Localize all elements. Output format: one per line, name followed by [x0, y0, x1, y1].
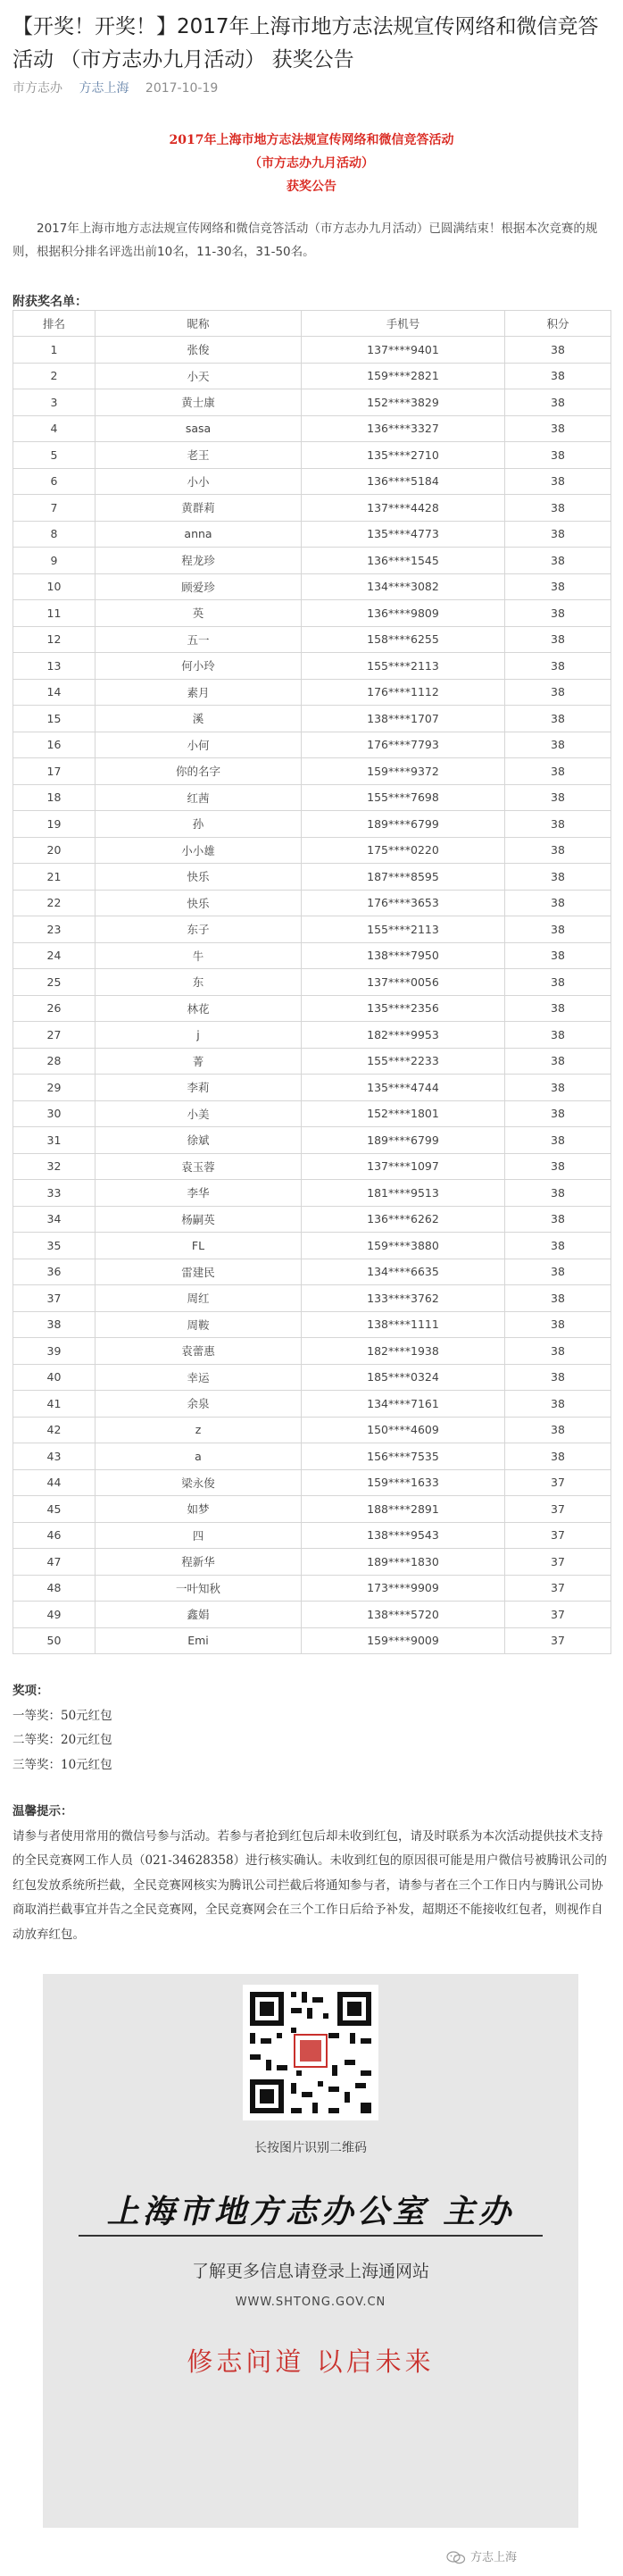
- cell-rank: 13: [13, 653, 96, 680]
- wechat-icon: [446, 2551, 466, 2564]
- prize-second: 二等奖：20元红包: [12, 1733, 112, 1747]
- cell-nickname: Emi: [96, 1627, 302, 1654]
- table-row: [13, 1285, 611, 1312]
- cell-rank: 2: [13, 363, 96, 389]
- cell-score: 38: [505, 1364, 611, 1391]
- cell-rank: 5: [13, 442, 96, 469]
- cell-phone: 136****5184: [302, 468, 505, 495]
- cell-score: 38: [505, 1153, 611, 1180]
- cell-phone: 135****4773: [302, 521, 505, 548]
- cell-rank: 3: [13, 389, 96, 416]
- cell-phone: 159****1633: [302, 1469, 505, 1496]
- cell-score: 38: [505, 969, 611, 996]
- table-row: [13, 1311, 611, 1338]
- cell-rank: 48: [13, 1575, 96, 1602]
- cell-rank: 30: [13, 1100, 96, 1127]
- cell-score: 38: [505, 1285, 611, 1312]
- source-watermark: [446, 2547, 517, 2564]
- cell-score: 38: [505, 653, 611, 680]
- account-link[interactable]: 方志上海: [79, 81, 129, 96]
- cell-score: 38: [505, 468, 611, 495]
- table-row: [13, 864, 611, 891]
- cell-rank: 47: [13, 1549, 96, 1576]
- table-row: [13, 732, 611, 758]
- table-row: [13, 337, 611, 364]
- cell-score: 38: [505, 864, 611, 891]
- table-row: [13, 1127, 611, 1154]
- cell-rank: 4: [13, 415, 96, 442]
- poster-slogan: 修志问道 以启未来: [187, 2346, 435, 2377]
- table-row: [13, 1259, 611, 1285]
- cell-rank: 8: [13, 521, 96, 548]
- cell-rank: 12: [13, 626, 96, 653]
- prizes-title: 奖项：: [12, 1684, 49, 1698]
- table-row: [13, 573, 611, 600]
- cell-phone: 152****1801: [302, 1100, 505, 1127]
- cell-nickname: 袁玉蓉: [96, 1153, 302, 1180]
- cell-score: 38: [505, 415, 611, 442]
- cell-rank: 44: [13, 1469, 96, 1496]
- cell-phone: 175****0220: [302, 837, 505, 864]
- cell-nickname: 小美: [96, 1100, 302, 1127]
- notice-heading-award: 获奖公告: [287, 180, 336, 194]
- cell-rank: 32: [13, 1153, 96, 1180]
- cell-score: 38: [505, 837, 611, 864]
- cell-nickname: 鑫娟: [96, 1602, 302, 1628]
- cell-phone: 138****5720: [302, 1602, 505, 1628]
- cell-score: 37: [505, 1627, 611, 1654]
- cell-nickname: 幸运: [96, 1364, 302, 1391]
- cell-rank: 49: [13, 1602, 96, 1628]
- cell-rank: 7: [13, 495, 96, 522]
- cell-phone: 136****9809: [302, 600, 505, 627]
- cell-score: 38: [505, 732, 611, 758]
- cell-nickname: 余泉: [96, 1391, 302, 1418]
- cell-rank: 11: [13, 600, 96, 627]
- table-row: [13, 548, 611, 574]
- cell-rank: 25: [13, 969, 96, 996]
- cell-score: 38: [505, 1338, 611, 1365]
- cell-nickname: sasa: [96, 415, 302, 442]
- cell-score: 38: [505, 1391, 611, 1418]
- cell-rank: 36: [13, 1259, 96, 1285]
- cell-phone: 155****2113: [302, 916, 505, 943]
- table-row: [13, 784, 611, 811]
- cell-rank: 41: [13, 1391, 96, 1418]
- cell-score: 38: [505, 942, 611, 969]
- cell-nickname: 如梦: [96, 1496, 302, 1523]
- table-row: [13, 626, 611, 653]
- promo-poster[interactable]: [43, 1974, 578, 2528]
- cell-nickname: 一叶知秋: [96, 1575, 302, 1602]
- cell-score: 38: [505, 811, 611, 838]
- cell-nickname: 快乐: [96, 864, 302, 891]
- cell-score: 37: [505, 1549, 611, 1576]
- cell-score: 38: [505, 1075, 611, 1101]
- cell-phone: 135****2356: [302, 995, 505, 1022]
- cell-score: 38: [505, 1443, 611, 1470]
- cell-rank: 43: [13, 1443, 96, 1470]
- cell-phone: 155****7698: [302, 784, 505, 811]
- table-row: [13, 1627, 611, 1654]
- cell-phone: 136****6262: [302, 1206, 505, 1233]
- table-row: [13, 468, 611, 495]
- article-meta: [12, 79, 230, 96]
- cell-rank: 26: [13, 995, 96, 1022]
- more-info-text: 了解更多信息请登录上海通网站: [191, 2262, 429, 2281]
- article-title: 【开奖！开奖！】2017年上海市地方志法规宣传网络和微信竞答活动 （市方志办九月活动） 获奖公告: [12, 15, 599, 71]
- column-header-score: 积分: [505, 311, 611, 337]
- article-author: 市方志办: [12, 81, 62, 96]
- cell-nickname: a: [96, 1443, 302, 1470]
- cell-nickname: anna: [96, 521, 302, 548]
- cell-phone: 187****8595: [302, 864, 505, 891]
- cell-score: 38: [505, 337, 611, 364]
- cell-score: 38: [505, 573, 611, 600]
- table-row: [13, 1206, 611, 1233]
- cell-score: 38: [505, 995, 611, 1022]
- cell-phone: 150****4609: [302, 1417, 505, 1443]
- article-date: 2017-10-19: [145, 81, 219, 96]
- cell-score: 38: [505, 1417, 611, 1443]
- cell-score: 38: [505, 363, 611, 389]
- cell-rank: 16: [13, 732, 96, 758]
- table-row: [13, 495, 611, 522]
- cell-rank: 17: [13, 758, 96, 785]
- winners-table: [12, 310, 611, 1654]
- table-header-row: [13, 311, 611, 337]
- cell-score: 37: [505, 1522, 611, 1549]
- table-row: [13, 1391, 611, 1418]
- cell-phone: 135****4744: [302, 1075, 505, 1101]
- cell-rank: 35: [13, 1233, 96, 1259]
- cell-score: 38: [505, 442, 611, 469]
- cell-phone: 159****9009: [302, 1627, 505, 1654]
- cell-nickname: 何小玲: [96, 653, 302, 680]
- cell-rank: 45: [13, 1496, 96, 1523]
- cell-phone: 176****1112: [302, 679, 505, 706]
- cell-phone: 137****0056: [302, 969, 505, 996]
- table-row: [13, 811, 611, 838]
- table-row: [13, 1575, 611, 1602]
- cell-phone: 159****9372: [302, 758, 505, 785]
- table-row: [13, 653, 611, 680]
- table-row: [13, 1469, 611, 1496]
- cell-nickname: 五一: [96, 626, 302, 653]
- table-row: [13, 363, 611, 389]
- cell-nickname: 老王: [96, 442, 302, 469]
- cell-rank: 33: [13, 1180, 96, 1207]
- table-row: [13, 995, 611, 1022]
- table-row: [13, 916, 611, 943]
- cell-nickname: 红茜: [96, 784, 302, 811]
- cell-nickname: 黄士康: [96, 389, 302, 416]
- table-row: [13, 1022, 611, 1049]
- cell-score: 38: [505, 548, 611, 574]
- cell-nickname: 周红: [96, 1285, 302, 1312]
- column-header-phone: 手机号: [302, 311, 505, 337]
- cell-nickname: 顾爱珍: [96, 573, 302, 600]
- cell-phone: 138****7950: [302, 942, 505, 969]
- tips-title: 温馨提示：: [12, 1804, 73, 1819]
- cell-score: 38: [505, 890, 611, 916]
- cell-rank: 1: [13, 337, 96, 364]
- table-row: [13, 1443, 611, 1470]
- cell-nickname: 小何: [96, 732, 302, 758]
- cell-phone: 189****1830: [302, 1549, 505, 1576]
- cell-score: 38: [505, 1048, 611, 1075]
- column-header-rank: 排名: [13, 311, 96, 337]
- table-row: [13, 521, 611, 548]
- cell-nickname: FL: [96, 1233, 302, 1259]
- cell-nickname: 周鞍: [96, 1311, 302, 1338]
- cell-rank: 40: [13, 1364, 96, 1391]
- cell-phone: 156****7535: [302, 1443, 505, 1470]
- cell-nickname: 李华: [96, 1180, 302, 1207]
- table-row: [13, 837, 611, 864]
- cell-rank: 9: [13, 548, 96, 574]
- cell-score: 37: [505, 1602, 611, 1628]
- cell-phone: 155****2233: [302, 1048, 505, 1075]
- cell-score: 38: [505, 784, 611, 811]
- website-url[interactable]: WWW.SHTONG.GOV.CN: [235, 2296, 386, 2309]
- cell-rank: 19: [13, 811, 96, 838]
- cell-phone: 135****2710: [302, 442, 505, 469]
- cell-nickname: 张俊: [96, 337, 302, 364]
- cell-rank: 37: [13, 1285, 96, 1312]
- poster-divider: [79, 2235, 543, 2237]
- cell-nickname: 杨嗣英: [96, 1206, 302, 1233]
- table-row: [13, 1100, 611, 1127]
- cell-phone: 136****3327: [302, 415, 505, 442]
- table-row: [13, 1338, 611, 1365]
- cell-nickname: 梁永俊: [96, 1469, 302, 1496]
- cell-score: 38: [505, 1206, 611, 1233]
- cell-phone: 185****0324: [302, 1364, 505, 1391]
- table-row: [13, 600, 611, 627]
- cell-score: 38: [505, 706, 611, 732]
- qr-code-icon[interactable]: [243, 1985, 378, 2120]
- cell-phone: 133****3762: [302, 1285, 505, 1312]
- cell-phone: 176****3653: [302, 890, 505, 916]
- cell-rank: 50: [13, 1627, 96, 1654]
- cell-rank: 6: [13, 468, 96, 495]
- cell-nickname: 溪: [96, 706, 302, 732]
- cell-phone: 138****9543: [302, 1522, 505, 1549]
- table-row: [13, 1180, 611, 1207]
- cell-nickname: 小小雄: [96, 837, 302, 864]
- cell-nickname: 徐斌: [96, 1127, 302, 1154]
- cell-score: 38: [505, 1259, 611, 1285]
- cell-score: 38: [505, 758, 611, 785]
- table-row: [13, 1364, 611, 1391]
- table-row: [13, 969, 611, 996]
- cell-rank: 14: [13, 679, 96, 706]
- cell-nickname: 牛: [96, 942, 302, 969]
- cell-rank: 22: [13, 890, 96, 916]
- table-row: [13, 1549, 611, 1576]
- cell-score: 37: [505, 1575, 611, 1602]
- column-header-nickname: 昵称: [96, 311, 302, 337]
- cell-phone: 134****3082: [302, 573, 505, 600]
- cell-score: 38: [505, 521, 611, 548]
- cell-score: 37: [505, 1496, 611, 1523]
- prize-third: 三等奖：10元红包: [12, 1757, 112, 1772]
- cell-phone: 137****1097: [302, 1153, 505, 1180]
- prizes-section: [12, 1679, 112, 1777]
- cell-phone: 181****9513: [302, 1180, 505, 1207]
- cell-score: 38: [505, 1022, 611, 1049]
- cell-rank: 15: [13, 706, 96, 732]
- cell-rank: 20: [13, 837, 96, 864]
- tips-section: [12, 1800, 612, 1947]
- table-row: [13, 706, 611, 732]
- cell-rank: 18: [13, 784, 96, 811]
- table-row: [13, 1153, 611, 1180]
- cell-nickname: 程龙珍: [96, 548, 302, 574]
- table-row: [13, 1233, 611, 1259]
- cell-phone: 159****3880: [302, 1233, 505, 1259]
- cell-rank: 27: [13, 1022, 96, 1049]
- cell-nickname: 快乐: [96, 890, 302, 916]
- cell-phone: 173****9909: [302, 1575, 505, 1602]
- cell-nickname: 小小: [96, 468, 302, 495]
- cell-rank: 10: [13, 573, 96, 600]
- table-row: [13, 890, 611, 916]
- cell-score: 38: [505, 1100, 611, 1127]
- qr-caption: 长按图片识别二维码: [254, 2141, 367, 2155]
- cell-nickname: 东子: [96, 916, 302, 943]
- cell-rank: 31: [13, 1127, 96, 1154]
- cell-phone: 138****1111: [302, 1311, 505, 1338]
- cell-rank: 21: [13, 864, 96, 891]
- cell-phone: 137****4428: [302, 495, 505, 522]
- notice-heading: 2017年上海市地方志法规宣传网络和微信竞答活动: [169, 133, 454, 147]
- cell-phone: 176****7793: [302, 732, 505, 758]
- table-row: [13, 1522, 611, 1549]
- cell-phone: 182****9953: [302, 1022, 505, 1049]
- cell-phone: 159****2821: [302, 363, 505, 389]
- cell-nickname: 素月: [96, 679, 302, 706]
- cell-rank: 42: [13, 1417, 96, 1443]
- prize-first: 一等奖：50元红包: [12, 1708, 112, 1723]
- cell-score: 37: [505, 1469, 611, 1496]
- cell-score: 38: [505, 626, 611, 653]
- cell-nickname: 程新华: [96, 1549, 302, 1576]
- notice-subheading: （市方志办九月活动）: [249, 156, 374, 171]
- cell-score: 38: [505, 389, 611, 416]
- cell-score: 38: [505, 1180, 611, 1207]
- cell-score: 38: [505, 1127, 611, 1154]
- cell-score: 38: [505, 1311, 611, 1338]
- cell-phone: 189****6799: [302, 1127, 505, 1154]
- cell-nickname: j: [96, 1022, 302, 1049]
- cell-phone: 158****6255: [302, 626, 505, 653]
- cell-rank: 29: [13, 1075, 96, 1101]
- cell-phone: 155****2113: [302, 653, 505, 680]
- cell-nickname: z: [96, 1417, 302, 1443]
- table-row: [13, 1048, 611, 1075]
- table-row: [13, 1417, 611, 1443]
- cell-rank: 24: [13, 942, 96, 969]
- cell-rank: 34: [13, 1206, 96, 1233]
- cell-phone: 134****6635: [302, 1259, 505, 1285]
- tips-body: 请参与者使用常用的微信号参与活动。若参与者抢到红包后却未收到红包，请及时联系为本次活动提供技术支持的全民竞赛网工作人员（021-34628358）进行核实确认。未收到红包的原因很可能是用户微信号被腾讯公司的红包发放系统所拦截，全民竞赛网核实为腾讯公司拦截后将通知参与者，请参与者在三个工作日内与腾讯公司协商取消拦截事宜并告之全民竞赛网，全民竞赛网会在三个工作日后给予补发，超期还不能接收红包者，则视作自动放弃红包。: [12, 1828, 608, 1942]
- table-row: [13, 679, 611, 706]
- cell-nickname: 孙: [96, 811, 302, 838]
- table-row: [13, 1075, 611, 1101]
- cell-rank: 46: [13, 1522, 96, 1549]
- table-row: [13, 758, 611, 785]
- cell-score: 38: [505, 495, 611, 522]
- table-row: [13, 1602, 611, 1628]
- cell-nickname: 四: [96, 1522, 302, 1549]
- winner-list-title: 附获奖名单：: [12, 295, 87, 309]
- cell-nickname: 雷建民: [96, 1259, 302, 1285]
- cell-rank: 28: [13, 1048, 96, 1075]
- watermark-text: 方志上海: [470, 2551, 518, 2564]
- cell-phone: 188****2891: [302, 1496, 505, 1523]
- cell-phone: 138****1707: [302, 706, 505, 732]
- table-row: [13, 415, 611, 442]
- cell-nickname: 菁: [96, 1048, 302, 1075]
- cell-nickname: 黄群莉: [96, 495, 302, 522]
- cell-nickname: 英: [96, 600, 302, 627]
- cell-phone: 136****1545: [302, 548, 505, 574]
- cell-phone: 189****6799: [302, 811, 505, 838]
- cell-phone: 134****7161: [302, 1391, 505, 1418]
- notice-intro: 2017年上海市地方志法规宣传网络和微信竞答活动（市方志办九月活动）已圆满结束！根据本次竞赛的规则，根据积分排名评选出前10名，11-30名，31-50名。: [12, 222, 598, 259]
- cell-nickname: 你的名字: [96, 758, 302, 785]
- cell-score: 38: [505, 600, 611, 627]
- organizer-calligraphy: 上海市地方志办公室 主办: [106, 2193, 515, 2230]
- cell-rank: 38: [13, 1311, 96, 1338]
- cell-nickname: 林花: [96, 995, 302, 1022]
- cell-nickname: 袁蕾惠: [96, 1338, 302, 1365]
- cell-score: 38: [505, 1233, 611, 1259]
- cell-nickname: 李莉: [96, 1075, 302, 1101]
- table-row: [13, 942, 611, 969]
- cell-rank: 23: [13, 916, 96, 943]
- table-body: [13, 337, 611, 1654]
- cell-score: 38: [505, 679, 611, 706]
- table-row: [13, 1496, 611, 1523]
- table-row: [13, 389, 611, 416]
- cell-nickname: 东: [96, 969, 302, 996]
- cell-phone: 137****9401: [302, 337, 505, 364]
- cell-phone: 182****1938: [302, 1338, 505, 1365]
- cell-phone: 152****3829: [302, 389, 505, 416]
- cell-score: 38: [505, 916, 611, 943]
- cell-rank: 39: [13, 1338, 96, 1365]
- table-row: [13, 442, 611, 469]
- cell-nickname: 小天: [96, 363, 302, 389]
